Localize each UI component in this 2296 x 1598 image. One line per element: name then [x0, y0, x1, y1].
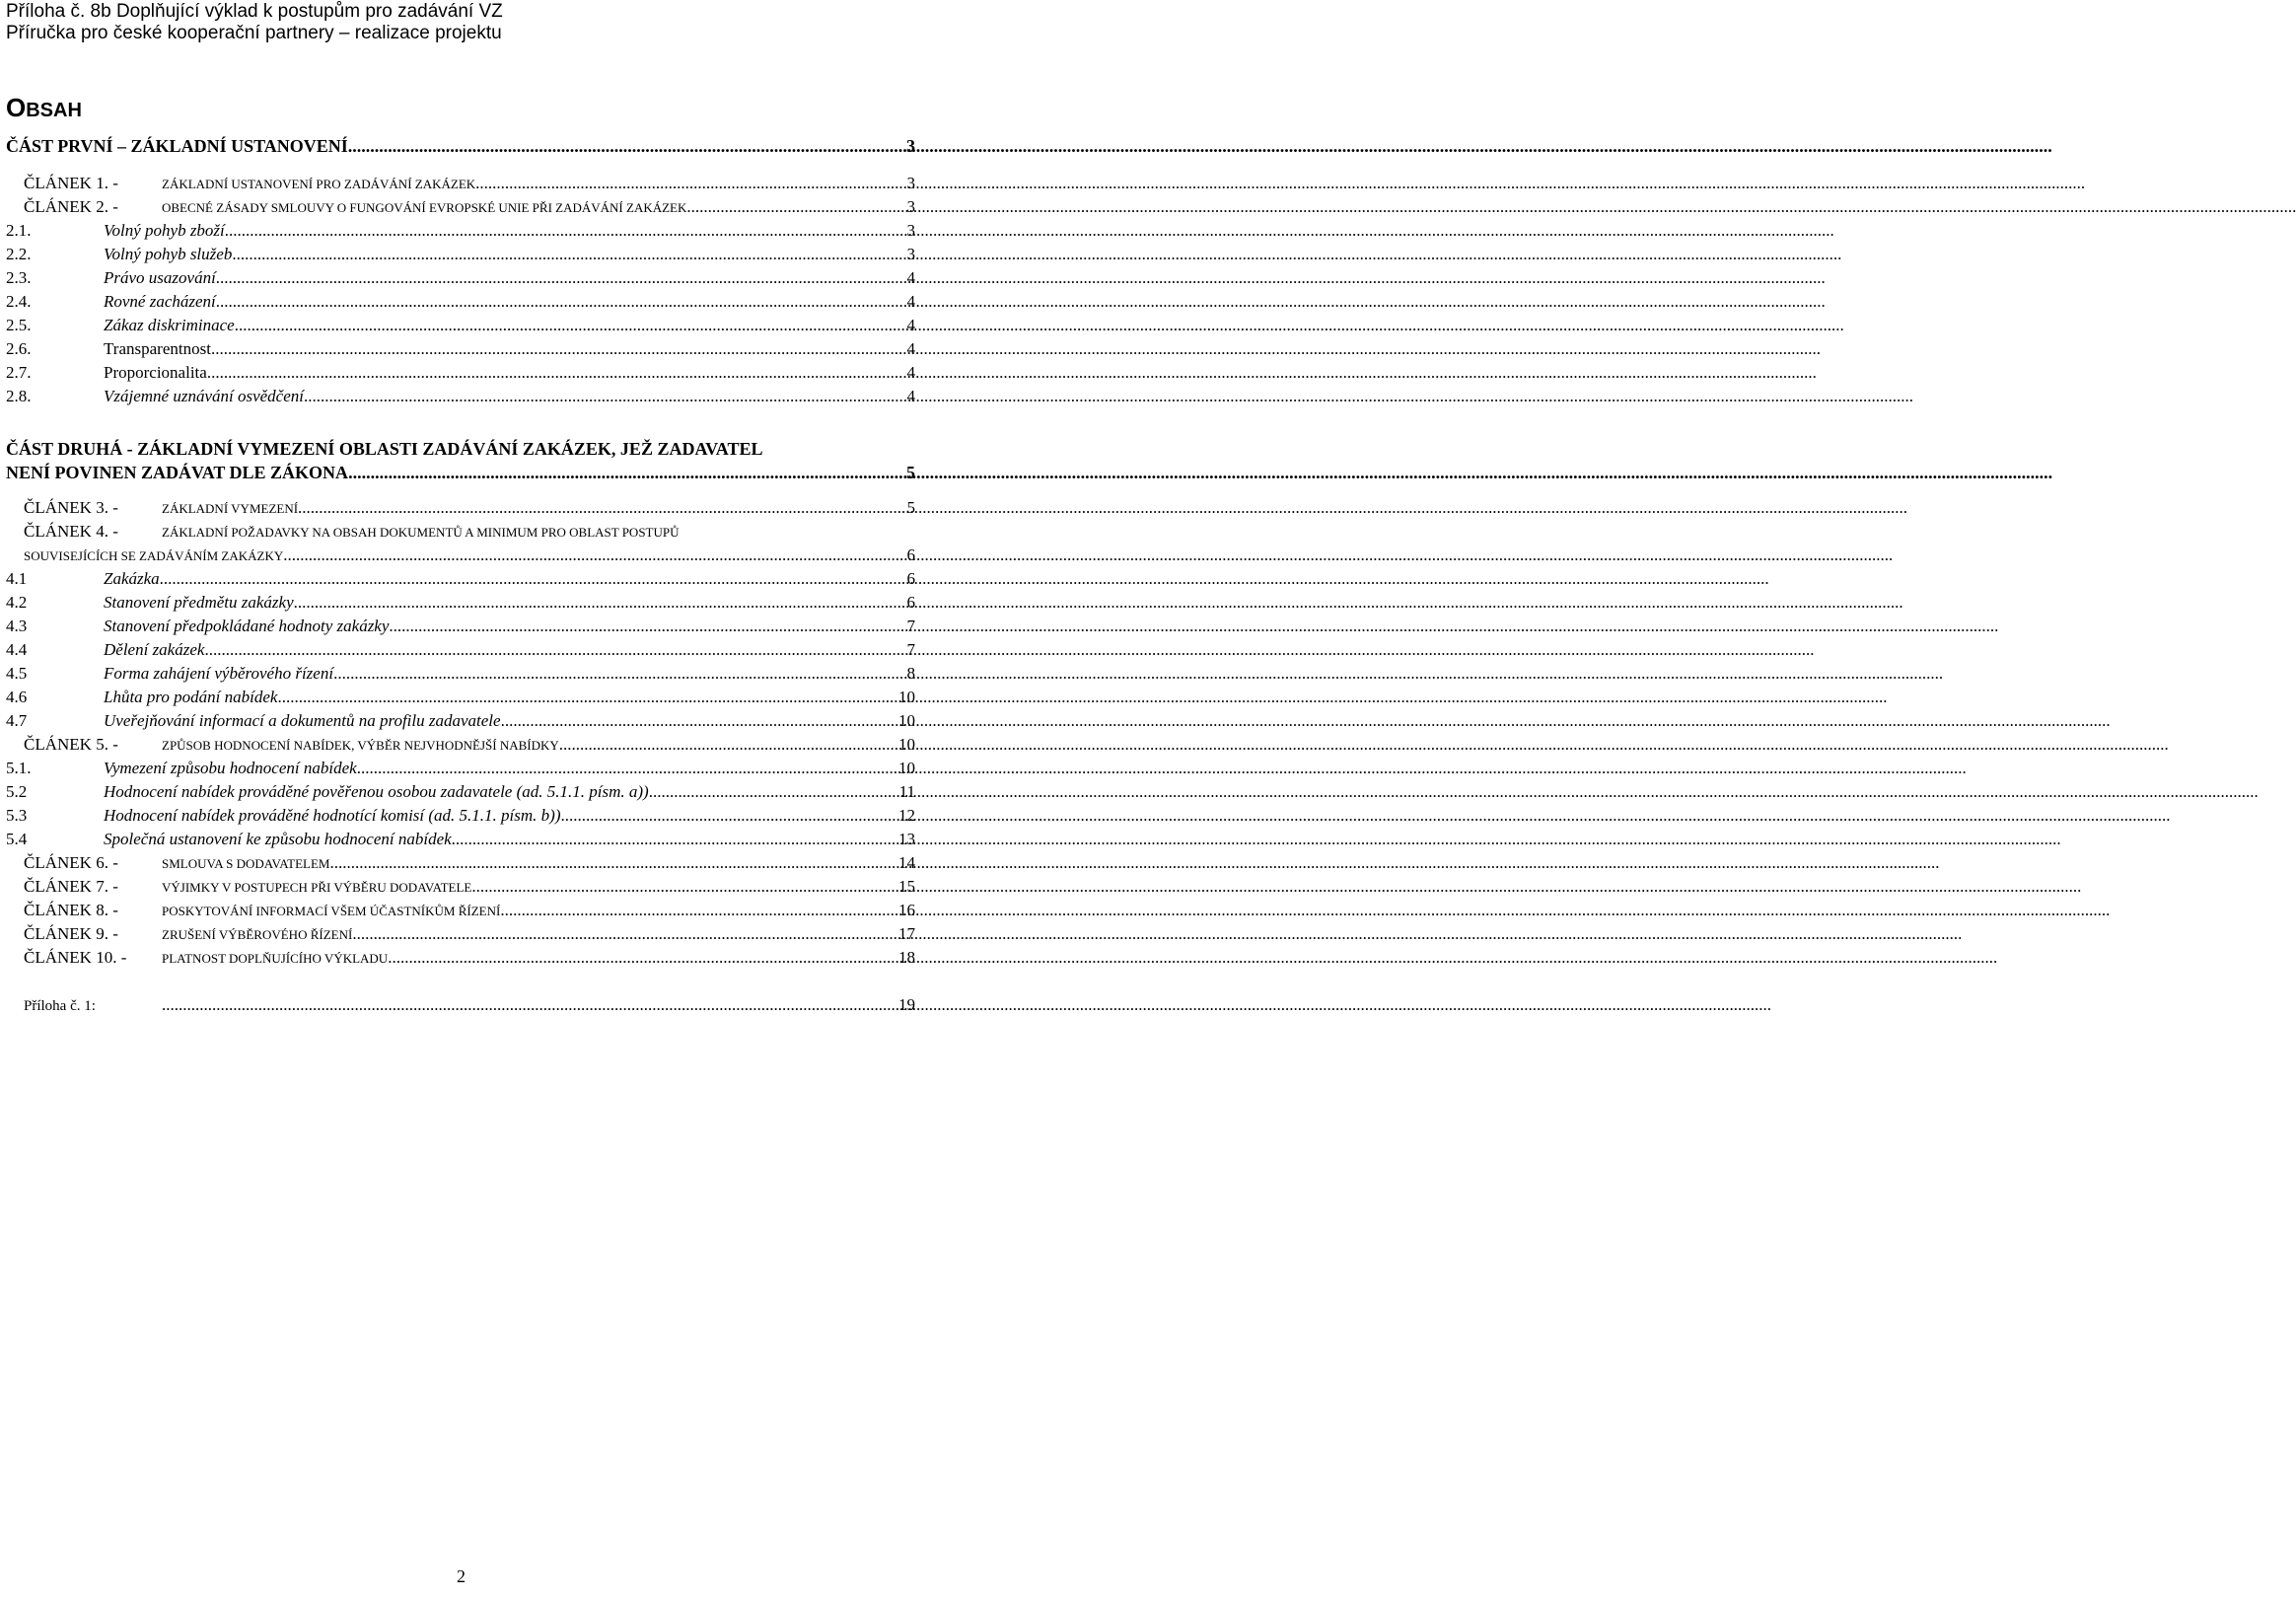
- dot-leader: [559, 734, 897, 756]
- toc-entry-title: SOUVISEJÍCÍCH SE ZADÁVÁNÍM ZAKÁZKY: [24, 548, 284, 563]
- toc-entry[interactable]: [24, 545, 915, 567]
- dot-leader: [211, 338, 905, 360]
- toc-entry-page: 13: [898, 830, 915, 848]
- toc-entry-page: 17: [898, 924, 915, 943]
- toc-entry-title: Rovné zacházení: [104, 292, 216, 311]
- toc-entry-title: Volný pohyb zboží: [104, 221, 225, 240]
- toc-entry-page: 4: [906, 363, 915, 382]
- toc-entry[interactable]: [6, 829, 915, 850]
- dot-leader: [329, 852, 897, 874]
- toc-entry-title: Společná ustanovení ke způsobu hodnocení nabídek: [104, 830, 452, 848]
- dot-leader: [333, 663, 904, 685]
- toc-entry-number: 4.6: [6, 688, 28, 706]
- toc-entry-title: ZPŮSOB HODNOCENÍ NABÍDEK, VÝBĚR NEJVHODNĚJŠÍ NABÍDKY: [162, 738, 559, 753]
- toc-entry-page: 3: [906, 174, 915, 192]
- dot-leader: [294, 592, 905, 614]
- toc-entry-title: Stanovení předmětu zakázky: [104, 593, 294, 612]
- toc-entry-page: 7: [906, 617, 915, 635]
- toc-entry[interactable]: [6, 338, 915, 360]
- toc-entry[interactable]: [24, 852, 915, 875]
- toc-entry[interactable]: [24, 947, 915, 970]
- toc-entry[interactable]: [6, 687, 915, 708]
- document-page: [0, 0, 947, 1598]
- toc-entry-number: 4.7: [6, 711, 28, 730]
- toc-entry[interactable]: [24, 734, 915, 757]
- toc-entry-number: 4.2: [6, 593, 28, 612]
- toc-entry-number: ČLÁNEK 2. -: [24, 197, 118, 216]
- toc-entry-number: ČLÁNEK 6. -: [24, 853, 118, 872]
- toc-entry-page: 15: [898, 877, 915, 896]
- toc-entry-page: 5: [906, 463, 915, 482]
- toc-entry-title: Zakázka: [104, 569, 160, 588]
- dot-leader: [471, 876, 897, 898]
- header-line-2: Příručka pro české kooperační partnery – realizace projektu: [6, 23, 502, 43]
- toc-entry-page: 3: [906, 245, 915, 263]
- toc-entry-title: Stanovení předpokládané hodnoty zakázky: [104, 617, 390, 635]
- dot-leader: [232, 244, 904, 265]
- dot-leader: [160, 568, 905, 590]
- toc-entry-number: 2.1.: [6, 221, 32, 240]
- toc-entry-title: Vymezení způsobu hodnocení nabídek: [104, 759, 357, 777]
- toc-entry-page: 12: [898, 806, 915, 825]
- toc-entry-title: Právo usazování: [104, 268, 216, 287]
- toc-entry[interactable]: [6, 267, 915, 289]
- toc-entry-number: 2.5.: [6, 316, 32, 334]
- toc-entry-title: Uveřejňování informací a dokumentů na profilu zadavatele: [104, 711, 501, 730]
- toc-entry[interactable]: [24, 196, 915, 219]
- toc-entry-page: 14: [898, 853, 915, 872]
- toc-entry-number: ČLÁNEK 5. -: [24, 735, 118, 754]
- toc-entry-page: 4: [906, 316, 915, 334]
- toc-entry-number: ČLÁNEK 4. -: [24, 522, 118, 541]
- toc-entry-page: 10: [898, 688, 915, 706]
- dot-leader: [216, 267, 905, 289]
- toc-entry-title: Volný pohyb služeb: [104, 245, 233, 263]
- toc-entry-page: 16: [898, 901, 915, 919]
- toc-entry-title: Hodnocení nabídek prováděné pověřenou osobou zadavatele (ad. 5.1.1. písm. a)): [104, 782, 649, 801]
- toc-entry[interactable]: [6, 291, 915, 313]
- toc-entry[interactable]: [24, 173, 915, 195]
- toc-entry-page: 11: [898, 782, 915, 801]
- page-number: 2: [457, 1566, 466, 1586]
- dot-leader: [649, 781, 897, 803]
- toc-entry-page: 6: [906, 593, 915, 612]
- toc-entry-page: 4: [906, 339, 915, 358]
- toc-entry-number: 2.7.: [6, 363, 32, 382]
- toc-entry[interactable]: [6, 710, 915, 732]
- table-of-contents: [0, 0, 947, 1598]
- toc-entry-title: Transparentnost: [104, 339, 211, 358]
- toc-entry-number: 5.2: [6, 782, 28, 801]
- toc-entry-title: ZÁKLADNÍ VYMEZENÍ: [162, 501, 299, 516]
- toc-entry-title: POSKYTOVÁNÍ INFORMACÍ VŠEM ÚČASTNÍKŮM ŘÍZENÍ: [162, 904, 501, 918]
- toc-entry[interactable]: [6, 805, 915, 827]
- article-4-heading[interactable]: [24, 521, 680, 544]
- toc-entry[interactable]: [6, 135, 915, 157]
- toc-entry-title: OBECNÉ ZÁSADY SMLOUVY O FUNGOVÁNÍ EVROPSKÉ UNIE PŘI ZADÁVÁNÍ ZAKÁZEK: [162, 200, 687, 215]
- toc-entry-number: 2.2.: [6, 245, 32, 263]
- toc-entry-number: 4.5: [6, 664, 28, 683]
- toc-entry-page: 3: [906, 197, 915, 216]
- toc-entry-title: ČÁST PRVNÍ – ZÁKLADNÍ USTANOVENÍ: [6, 136, 348, 156]
- dot-leader: [298, 497, 904, 519]
- toc-entry-title: NENÍ POVINEN ZADÁVAT DLE ZÁKONA: [6, 463, 349, 482]
- toc-entry-title: PLATNOST DOPLŇUJÍCÍHO VÝKLADU: [162, 951, 389, 966]
- toc-entry[interactable]: [6, 362, 915, 384]
- toc-entry-page: 5: [906, 498, 915, 517]
- toc-entry-number: ČLÁNEK 10. -: [24, 948, 127, 967]
- toc-entry-number: 2.3.: [6, 268, 32, 287]
- dot-leader: [235, 315, 905, 336]
- toc-entry[interactable]: [24, 876, 915, 899]
- toc-entry-title: Hodnocení nabídek prováděné hodnotící komisí (ad. 5.1.1. písm. b)): [104, 806, 561, 825]
- toc-entry[interactable]: [6, 616, 915, 637]
- toc-entry-title: Forma zahájení výběrového řízení: [104, 664, 334, 683]
- toc-entry-page: 10: [898, 759, 915, 777]
- toc-entry-number: ČLÁNEK 9. -: [24, 924, 118, 943]
- toc-entry[interactable]: [6, 462, 915, 483]
- toc-entry-page: 4: [906, 268, 915, 287]
- dot-leader: [475, 173, 904, 194]
- toc-entry-number: 5.4: [6, 830, 28, 848]
- toc-entry-page: 6: [906, 569, 915, 588]
- dot-leader: [388, 947, 897, 969]
- toc-entry-page: 6: [906, 545, 915, 564]
- toc-entry-page: 4: [906, 387, 915, 405]
- toc-entry-number: 2.8.: [6, 387, 32, 405]
- toc-entry-number: 4.4: [6, 640, 28, 659]
- dot-leader: [389, 616, 904, 637]
- header-line-1: Příloha č. 8b Doplňující výklad k postupům pro zadávání VZ: [6, 1, 503, 22]
- dot-leader: [500, 900, 897, 921]
- dot-leader: [304, 386, 905, 407]
- title-initial: O: [6, 93, 27, 122]
- dot-leader: [225, 220, 905, 242]
- toc-entry-title: Vzájemné uznávání osvědčení: [104, 387, 304, 405]
- toc-entry-number: ČLÁNEK 8. -: [24, 901, 118, 919]
- toc-entry-page: 8: [906, 664, 915, 683]
- toc-entry-page: 3: [906, 221, 915, 240]
- toc-entry-page: 18: [898, 948, 915, 967]
- toc-entry[interactable]: [6, 663, 915, 685]
- toc-entry-page: 3: [906, 136, 915, 156]
- dot-leader: [352, 923, 897, 945]
- toc-entry[interactable]: [24, 923, 915, 946]
- toc-entry[interactable]: [6, 758, 915, 779]
- toc-entry-page: 4: [906, 292, 915, 311]
- dot-leader: [560, 805, 897, 827]
- dot-leader: [283, 545, 904, 566]
- toc-entry-title: ZÁKLADNÍ USTANOVENÍ PRO ZADÁVÁNÍ ZAKÁZEK: [162, 177, 476, 191]
- toc-entry[interactable]: [24, 994, 915, 1017]
- toc-entry-page: 19: [898, 995, 915, 1014]
- toc-entry[interactable]: [6, 592, 915, 614]
- toc-entry[interactable]: [6, 568, 915, 590]
- toc-entry-page: 7: [906, 640, 915, 659]
- dot-leader: [207, 362, 905, 384]
- toc-entry[interactable]: [6, 220, 915, 242]
- dot-leader: [452, 829, 897, 850]
- toc-entry-number: 4.1: [6, 569, 28, 588]
- toc-entry-title: ZRUŠENÍ VÝBĚROVÉHO ŘÍZENÍ: [162, 927, 353, 942]
- toc-entry[interactable]: [6, 315, 915, 336]
- dot-leader: [277, 687, 897, 708]
- dot-leader: [216, 291, 905, 313]
- toc-entry-title: Zákaz diskriminace: [104, 316, 235, 334]
- toc-entry-title: SMLOUVA S DODAVATELEM: [162, 856, 330, 871]
- appendix-label: Příloha č. 1:: [24, 998, 96, 1014]
- dot-leader: [686, 196, 904, 218]
- toc-entry[interactable]: [6, 386, 915, 407]
- toc-entry-number: ČLÁNEK 7. -: [24, 877, 118, 896]
- toc-entry[interactable]: [6, 639, 915, 661]
- dot-leader: [501, 710, 897, 732]
- toc-entry-number: ČLÁNEK 1. -: [24, 174, 118, 192]
- toc-entry-title: Proporcionalita: [104, 363, 207, 382]
- dot-leader: [348, 135, 904, 157]
- dot-leader: [204, 639, 904, 661]
- toc-entry[interactable]: [6, 781, 915, 803]
- dot-leader: [357, 758, 897, 779]
- toc-entry[interactable]: [24, 900, 915, 922]
- dot-leader: [348, 462, 904, 483]
- part-two-heading-line-1[interactable]: ČÁST DRUHÁ - ZÁKLADNÍ VYMEZENÍ OBLASTI ZADÁVÁNÍ ZAKÁZEK, JEŽ ZADAVATEL: [6, 439, 763, 459]
- toc-entry-title: Dělení zakázek: [104, 640, 205, 659]
- toc-entry-title: ZÁKLADNÍ POŽADAVKY NA OBSAH DOKUMENTŮ A MINIMUM PRO OBLAST POSTUPŮ: [162, 525, 680, 540]
- toc-entry-number: 4.3: [6, 617, 28, 635]
- toc-entry-number: 2.6.: [6, 339, 32, 358]
- toc-entry[interactable]: [6, 244, 915, 265]
- toc-entry-number: 5.3: [6, 806, 28, 825]
- toc-entry-title: Lhůta pro podání nabídek: [104, 688, 278, 706]
- toc-entry[interactable]: [24, 497, 915, 520]
- dot-leader: [162, 994, 897, 1016]
- toc-entry-number: 2.4.: [6, 292, 32, 311]
- title-rest: BSAH: [26, 100, 82, 121]
- toc-entry-page: 10: [898, 735, 915, 754]
- toc-entry-number: ČLÁNEK 3. -: [24, 498, 118, 517]
- toc-entry-page: 10: [898, 711, 915, 730]
- toc-entry-number: 5.1.: [6, 759, 32, 777]
- toc-entry-title: VÝJIMKY V POSTUPECH PŘI VÝBĚRU DODAVATELE: [162, 880, 472, 895]
